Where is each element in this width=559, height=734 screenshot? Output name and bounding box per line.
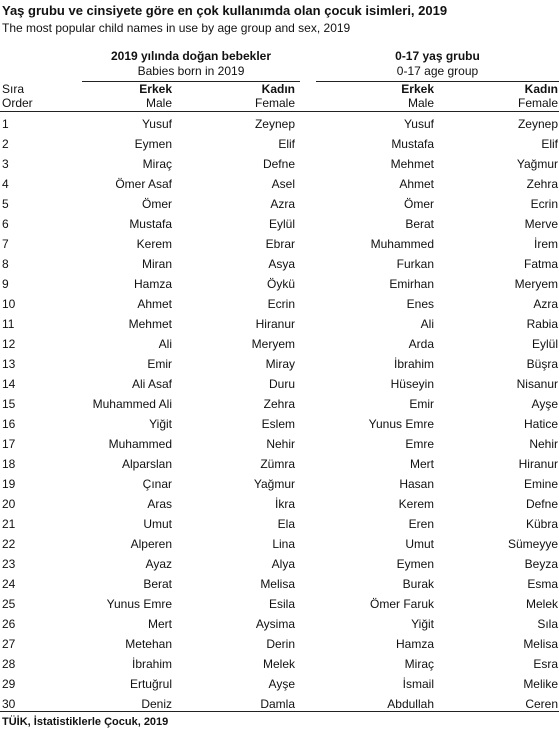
female-name-0-17: Zeynep: [517, 117, 558, 131]
male-name-babies: Ayaz: [145, 557, 172, 571]
rank-cell: 27: [2, 637, 16, 651]
female-name-0-17: Nisanur: [516, 377, 558, 391]
source-footer: TÜİK, İstatistiklerle Çocuk, 2019: [2, 716, 169, 728]
column-header-rank-tr: Sıra: [2, 82, 25, 96]
female-name-0-17: Esma: [527, 577, 558, 591]
rank-cell: 28: [2, 657, 16, 671]
column-header-male-tr: Erkek: [401, 82, 434, 96]
table-row: [0, 154, 559, 174]
table-row: [0, 354, 559, 374]
female-name-babies: Zümra: [260, 457, 295, 471]
female-name-babies: Eslem: [261, 417, 295, 431]
table-row: [0, 494, 559, 514]
table-row: [0, 174, 559, 194]
group-header-babies-2019: [82, 48, 300, 79]
table-row: [0, 634, 559, 654]
male-name-0-17: İsmail: [402, 677, 434, 691]
male-name-0-17: Muhammed: [370, 237, 434, 251]
column-header-male-en: Male: [145, 96, 172, 110]
male-name-0-17: Hüseyin: [390, 377, 434, 391]
male-name-babies: Ali: [158, 337, 172, 351]
table-row: [0, 434, 559, 454]
table-row: [0, 274, 559, 294]
female-name-babies: Eylül: [268, 217, 295, 231]
male-name-0-17: Ahmet: [399, 177, 434, 191]
male-name-0-17: Arda: [408, 337, 434, 351]
table-row: [0, 454, 559, 474]
rank-cell: 7: [2, 237, 9, 251]
female-name-babies: Asya: [268, 257, 295, 271]
group-title-tr: 2019 yılında doğan bebekler: [110, 49, 272, 63]
male-name-babies: Deniz: [141, 697, 172, 711]
female-name-babies: Damla: [260, 697, 295, 711]
female-name-0-17: Emine: [523, 477, 558, 491]
column-header-female-tr: Kadın: [261, 82, 295, 96]
rank-cell: 25: [2, 597, 16, 611]
male-name-0-17: Enes: [406, 297, 434, 311]
table-row: [0, 614, 559, 634]
male-name-babies: Yunus Emre: [106, 597, 172, 611]
female-name-babies: Zeynep: [254, 117, 295, 131]
male-name-0-17: Hamza: [395, 637, 434, 651]
female-name-babies: Ayşe: [268, 677, 295, 691]
rank-cell: 5: [2, 197, 9, 211]
female-name-0-17: Beyza: [524, 557, 558, 571]
male-name-babies: Yiğit: [149, 417, 172, 431]
male-name-babies: Mert: [148, 617, 172, 631]
female-name-0-17: Yağmur: [516, 157, 558, 171]
rank-cell: 18: [2, 457, 16, 471]
rank-cell: 13: [2, 357, 16, 371]
female-name-0-17: Azra: [533, 297, 558, 311]
female-name-babies: Aysima: [255, 617, 295, 631]
male-name-babies: Miran: [141, 257, 172, 271]
female-name-babies: Esila: [268, 597, 295, 611]
table-row: [0, 674, 559, 694]
header-divider: [0, 111, 559, 112]
male-name-babies: Eymen: [134, 137, 172, 151]
female-name-0-17: Melek: [525, 597, 558, 611]
female-name-babies: Hiranur: [255, 317, 295, 331]
female-name-0-17: Eylül: [531, 337, 558, 351]
female-name-babies: Azra: [270, 197, 295, 211]
group-title-tr: 0-17 yaş grubu: [395, 49, 480, 63]
table-row: [0, 294, 559, 314]
male-name-0-17: Eymen: [396, 557, 434, 571]
table-row: [0, 474, 559, 494]
column-header-rank-en: Order: [2, 96, 33, 110]
female-name-0-17: Melike: [523, 677, 558, 691]
rank-cell: 20: [2, 497, 16, 511]
footer-divider: [0, 711, 559, 712]
group-title-en: 0-17 age group: [396, 64, 479, 78]
column-header-male-tr: Erkek: [139, 82, 172, 96]
female-name-0-17: Esra: [533, 657, 558, 671]
female-name-babies: Meryem: [251, 337, 295, 351]
male-name-babies: Yusuf: [141, 117, 172, 131]
table-row: [0, 334, 559, 354]
table-row: [0, 594, 559, 614]
table-row: [0, 554, 559, 574]
female-name-babies: Asel: [271, 177, 295, 191]
male-name-babies: Umut: [143, 517, 172, 531]
male-name-0-17: Mehmet: [390, 157, 434, 171]
male-name-babies: Alparslan: [121, 457, 172, 471]
male-name-babies: Mustafa: [129, 217, 172, 231]
male-name-0-17: Umut: [405, 537, 434, 551]
male-name-babies: Aras: [147, 497, 172, 511]
male-name-babies: Hamza: [133, 277, 172, 291]
table-subtitle: The most popular child names in use by age group and sex, 2019: [2, 21, 351, 35]
rank-cell: 9: [2, 277, 9, 291]
male-name-babies: Ahmet: [137, 297, 172, 311]
female-name-0-17: Hiranur: [518, 457, 558, 471]
column-header-female-babies: [255, 82, 295, 110]
female-name-babies: Yağmur: [253, 477, 295, 491]
female-name-0-17: Ecrin: [530, 197, 558, 211]
rank-cell: 6: [2, 217, 9, 231]
rank-cell: 3: [2, 157, 9, 171]
table-row: [0, 394, 559, 414]
rank-cell: 8: [2, 257, 9, 271]
female-name-0-17: Meryem: [514, 277, 558, 291]
male-name-babies: Çınar: [142, 477, 172, 491]
table-row: [0, 654, 559, 674]
column-header-female-tr: Kadın: [524, 82, 558, 96]
rank-cell: 11: [2, 317, 15, 331]
male-name-babies: Kerem: [136, 237, 172, 251]
female-name-0-17: Fatma: [523, 257, 558, 271]
table-row: [0, 414, 559, 434]
male-name-0-17: Mert: [410, 457, 434, 471]
female-name-0-17: Sıla: [537, 617, 558, 631]
female-name-0-17: Merve: [524, 217, 558, 231]
column-header-female-en: Female: [517, 96, 558, 110]
female-name-babies: Melisa: [260, 577, 295, 591]
female-name-babies: Öykü: [266, 277, 295, 291]
male-name-0-17: Kerem: [398, 497, 434, 511]
female-name-0-17: Kübra: [525, 517, 558, 531]
female-name-babies: Zehra: [263, 397, 295, 411]
male-name-babies: Muhammed Ali: [92, 397, 172, 411]
male-name-babies: Ali Asaf: [131, 377, 172, 391]
group-header-age-0-17: [316, 48, 559, 79]
names-table-body: [0, 114, 559, 714]
table-row: [0, 534, 559, 554]
rank-cell: 22: [2, 537, 16, 551]
female-name-0-17: Defne: [525, 497, 558, 511]
female-name-0-17: İrem: [534, 237, 558, 251]
male-name-0-17: Emirhan: [389, 277, 434, 291]
male-name-babies: Alperen: [130, 537, 172, 551]
rank-cell: 12: [2, 337, 16, 351]
female-name-0-17: Elif: [541, 137, 558, 151]
table-title: Yaş grubu ve cinsiyete göre en çok kullanımda olan çocuk isimleri, 2019: [2, 3, 448, 18]
male-name-0-17: Eren: [408, 517, 434, 531]
table-row: [0, 134, 559, 154]
female-name-babies: Ela: [277, 517, 295, 531]
table-row: [0, 114, 559, 134]
female-name-babies: Lina: [272, 537, 295, 551]
male-name-0-17: Ömer: [404, 197, 434, 211]
female-name-babies: Miray: [265, 357, 295, 371]
female-name-babies: Duru: [268, 377, 295, 391]
male-name-0-17: Emre: [405, 437, 434, 451]
male-name-0-17: Emir: [409, 397, 434, 411]
female-name-0-17: Büşra: [526, 357, 558, 371]
male-name-babies: Muhammed: [108, 437, 172, 451]
male-name-babies: Metehan: [125, 637, 172, 651]
rank-cell: 10: [2, 297, 16, 311]
male-name-0-17: İbrahim: [393, 357, 434, 371]
female-name-babies: İkra: [274, 497, 295, 511]
male-name-babies: Berat: [143, 577, 172, 591]
female-name-0-17: Hatice: [523, 417, 558, 431]
female-name-0-17: Nehir: [529, 437, 558, 451]
female-name-babies: Melek: [262, 657, 295, 671]
female-name-babies: Derin: [266, 637, 295, 651]
rank-cell: 1: [2, 117, 9, 131]
female-name-babies: Ecrin: [267, 297, 295, 311]
female-name-0-17: Ayşe: [531, 397, 558, 411]
table-row: [0, 254, 559, 274]
rank-cell: 15: [2, 397, 16, 411]
female-name-0-17: Sümeyye: [507, 537, 558, 551]
rank-cell: 14: [2, 377, 16, 391]
female-name-babies: Alya: [271, 557, 295, 571]
column-header-male-babies: [139, 82, 172, 110]
male-name-0-17: Yunus Emre: [368, 417, 434, 431]
male-name-0-17: Furkan: [396, 257, 434, 271]
male-name-babies: Emir: [147, 357, 172, 371]
table-row: [0, 214, 559, 234]
table-row: [0, 234, 559, 254]
female-name-0-17: Rabia: [526, 317, 558, 331]
rank-cell: 26: [2, 617, 16, 631]
male-name-babies: Mehmet: [128, 317, 172, 331]
rank-cell: 23: [2, 557, 16, 571]
rank-cell: 24: [2, 577, 16, 591]
female-name-babies: Elif: [278, 137, 295, 151]
male-name-babies: Ertuğrul: [129, 677, 172, 691]
table-row: [0, 314, 559, 334]
rank-cell: 4: [2, 177, 9, 191]
male-name-0-17: Yusuf: [403, 117, 434, 131]
table-row: [0, 374, 559, 394]
rank-cell: 2: [2, 137, 9, 151]
column-header-male-en: Male: [407, 96, 434, 110]
female-name-babies: Nehir: [266, 437, 295, 451]
male-name-0-17: Miraç: [404, 657, 434, 671]
rank-cell: 16: [2, 417, 16, 431]
column-header-rank: [2, 82, 33, 110]
table-row: [0, 574, 559, 594]
male-name-0-17: Ömer Faruk: [369, 597, 434, 611]
female-name-0-17: Ceren: [525, 697, 558, 711]
female-name-babies: Defne: [262, 157, 295, 171]
male-name-babies: Miraç: [142, 157, 172, 171]
column-header-male-0-17: [401, 82, 434, 110]
table-row: [0, 514, 559, 534]
female-name-0-17: Zehra: [526, 177, 558, 191]
male-name-0-17: Hasan: [399, 477, 434, 491]
group-title-en: Babies born in 2019: [137, 64, 245, 78]
female-name-babies: Ebrar: [265, 237, 295, 251]
male-name-0-17: Abdullah: [387, 697, 434, 711]
column-header-female-0-17: [518, 82, 558, 110]
male-name-0-17: Burak: [402, 577, 434, 591]
male-name-0-17: Yiğit: [411, 617, 434, 631]
male-name-0-17: Ali: [420, 317, 434, 331]
rank-cell: 30: [2, 697, 16, 711]
rank-cell: 21: [2, 517, 16, 531]
rank-cell: 17: [2, 437, 16, 451]
female-name-0-17: Melisa: [523, 637, 558, 651]
rank-cell: 29: [2, 677, 16, 691]
male-name-0-17: Berat: [405, 217, 434, 231]
male-name-babies: İbrahim: [131, 657, 172, 671]
male-name-babies: Ömer: [142, 197, 172, 211]
male-name-babies: Ömer Asaf: [115, 177, 172, 191]
male-name-0-17: Mustafa: [391, 137, 434, 151]
column-header-female-en: Female: [254, 96, 295, 110]
table-row: [0, 194, 559, 214]
rank-cell: 19: [2, 477, 16, 491]
